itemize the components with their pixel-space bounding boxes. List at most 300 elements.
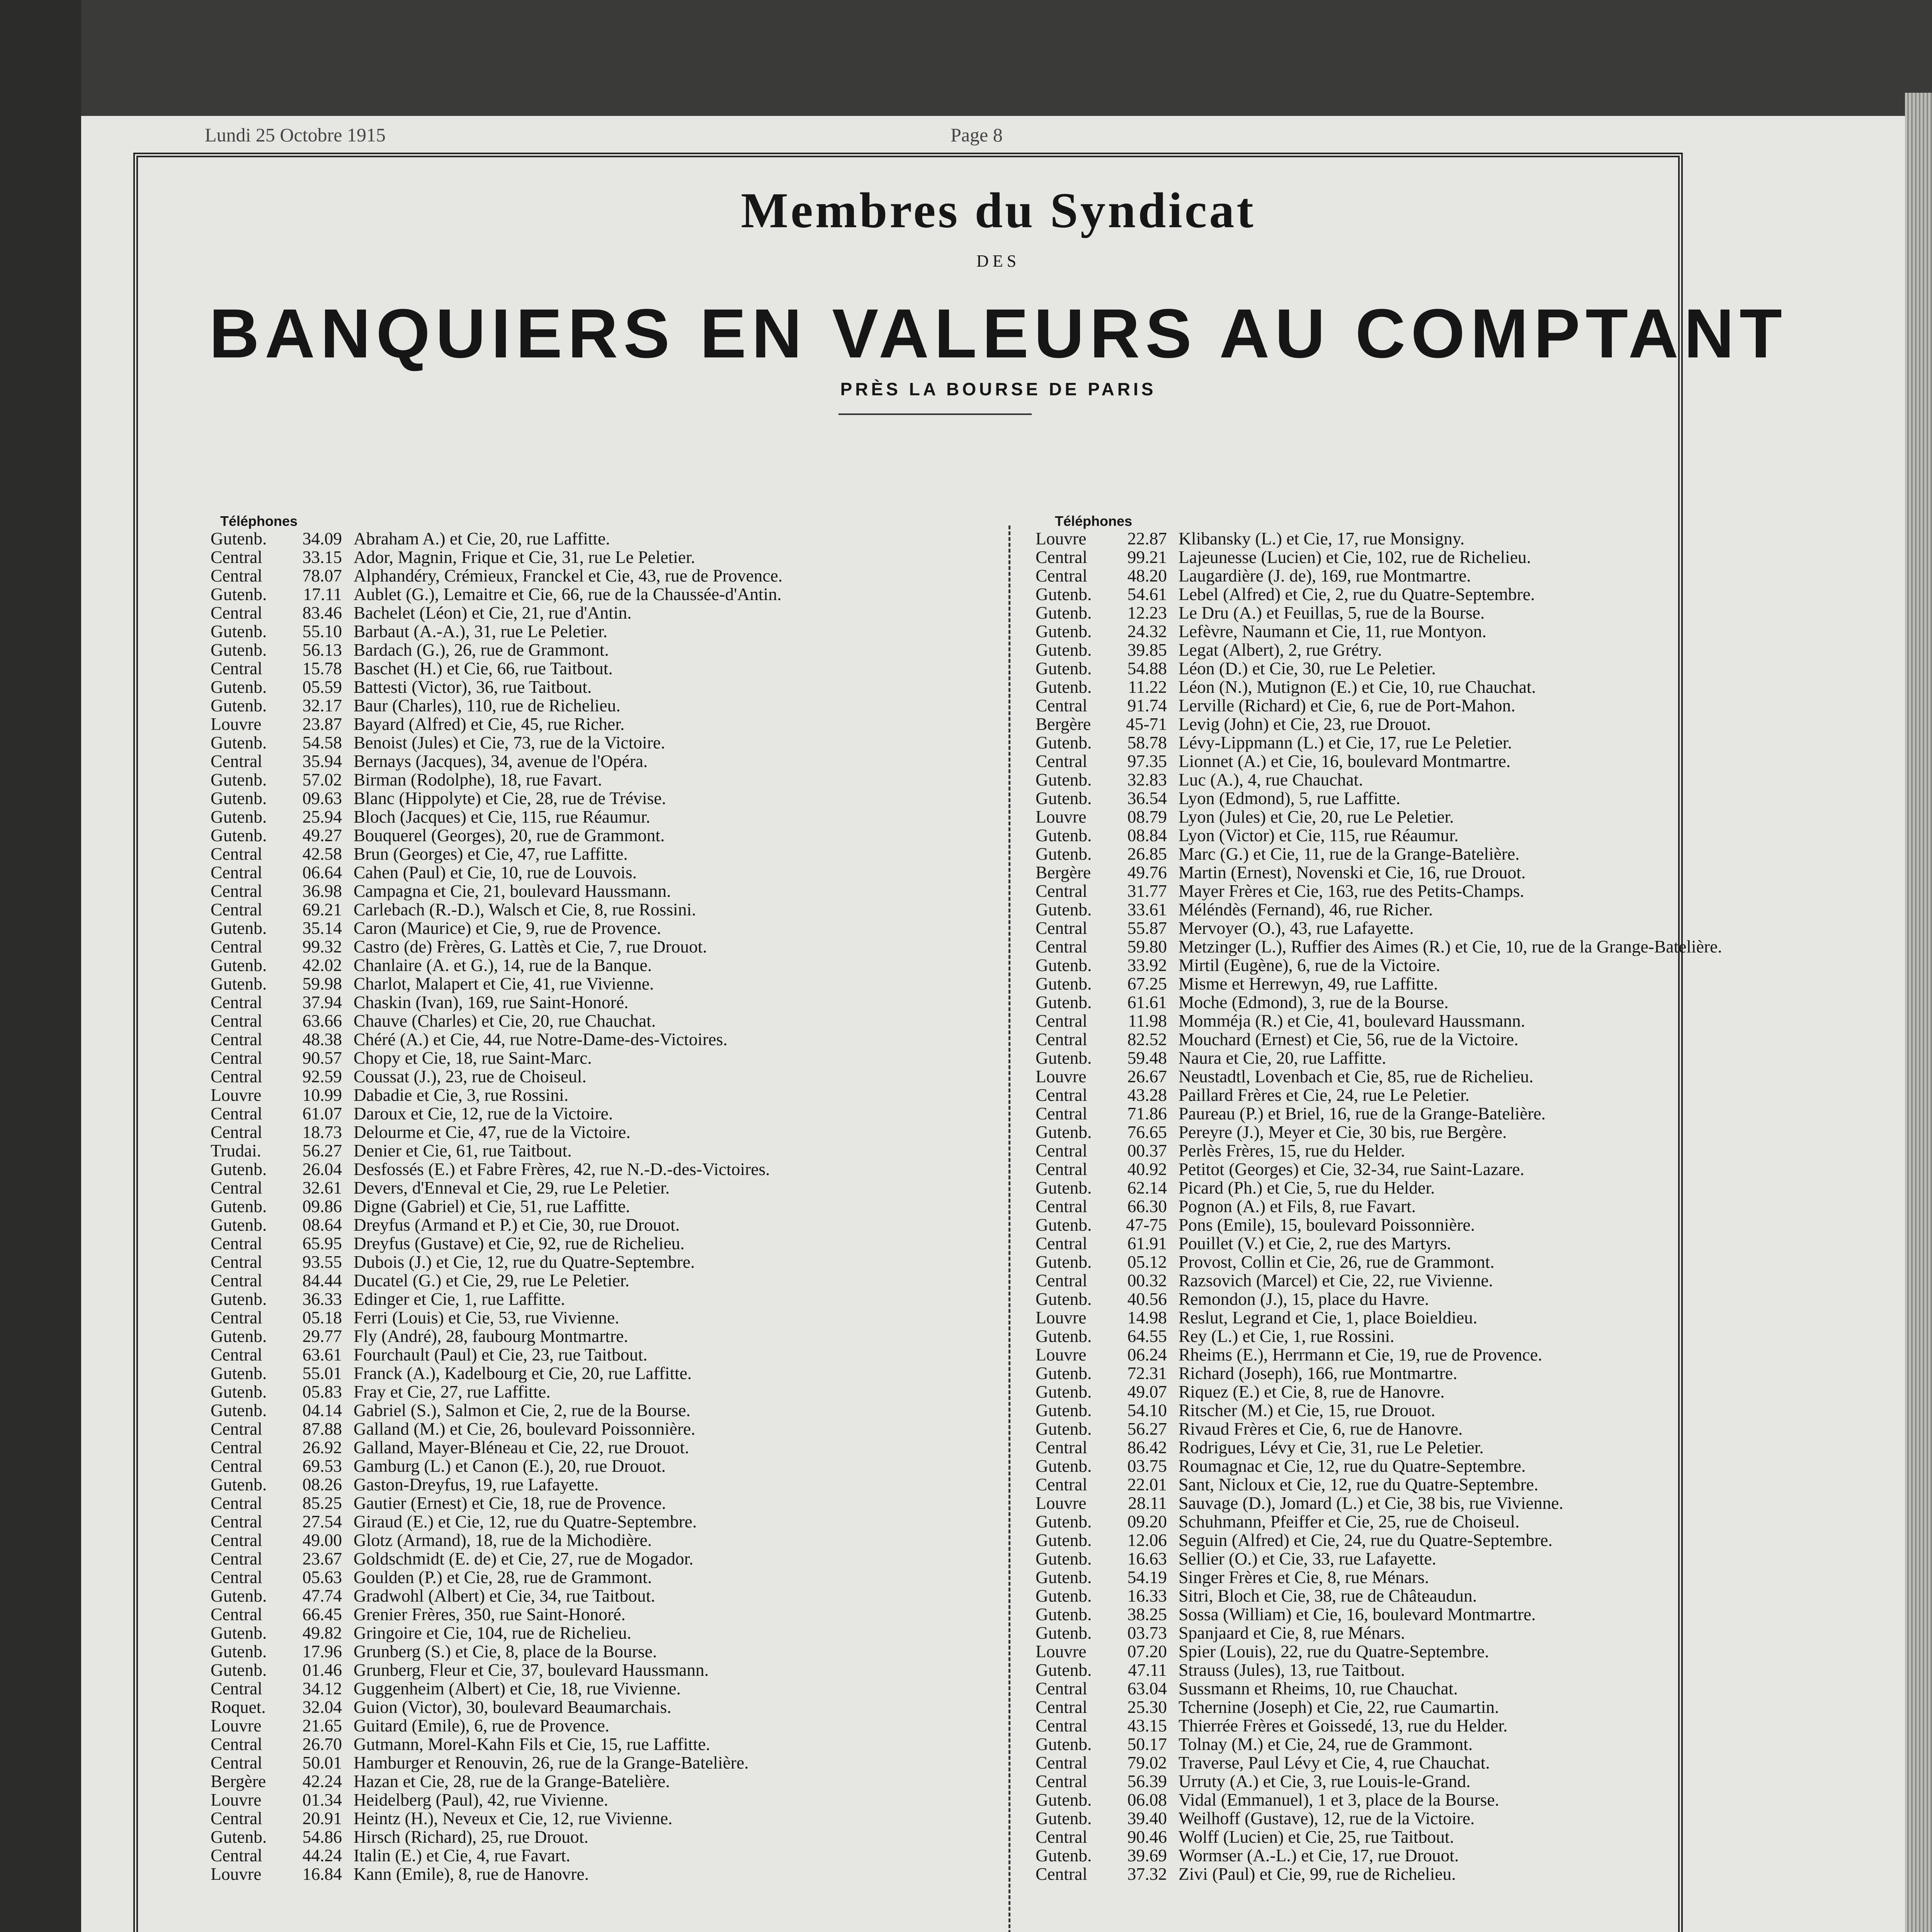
exchange-name: Bergère [211, 1771, 266, 1791]
member-entry: Bouquerel (Georges), 20, rue de Grammont. [354, 826, 665, 845]
member-entry: Levig (John) et Cie, 23, rue Drouot. [1179, 715, 1431, 733]
exchange-name: Louvre [1036, 1066, 1087, 1086]
member-entry: Devers, d'Enneval et Cie, 29, rue Le Peletier. [354, 1179, 670, 1197]
exchange-name: Central [1036, 1827, 1087, 1847]
exchange-name: Gutenb. [1036, 677, 1092, 697]
exchange-name: Gutenb. [1036, 1382, 1092, 1401]
exchange-name: Louvre [1036, 807, 1087, 827]
phone-number: 40.56 [1127, 1289, 1167, 1309]
member-entry: Heidelberg (Paul), 42, rue Vivienne. [354, 1791, 608, 1809]
phone-number: 90.57 [302, 1048, 342, 1068]
member-entry: Ferri (Louis) et Cie, 53, rue Vivienne. [354, 1308, 619, 1327]
phone-number: 08.26 [302, 1475, 342, 1494]
member-entry: Misme et Herrewyn, 49, rue Laffitte. [1179, 975, 1438, 993]
exchange-name: Gutenb. [211, 1586, 267, 1605]
member-row [1036, 529, 1789, 548]
member-row [211, 1679, 968, 1698]
exchange-name: Central [211, 1734, 262, 1754]
member-entry: Petitot (Georges) et Cie, 32-34, rue Saint-Lazare. [1179, 1160, 1524, 1179]
member-entry: Benoist (Jules) et Cie, 73, rue de la Victoire. [354, 733, 665, 752]
member-entry: Picard (Ph.) et Cie, 5, rue du Helder. [1179, 1179, 1435, 1197]
phone-number: 32.04 [302, 1697, 342, 1717]
phone-number: 92.59 [302, 1066, 342, 1086]
member-row [211, 993, 968, 1012]
member-entry: Heintz (H.), Neveux et Cie, 12, rue Vivienne. [354, 1809, 673, 1828]
phone-number: 32.17 [302, 696, 342, 715]
member-row [1036, 882, 1789, 900]
member-entry: Pognon (A.) et Fils, 8, rue Favart. [1179, 1197, 1416, 1216]
exchange-name: Gutenb. [211, 1623, 267, 1643]
member-row [211, 1512, 968, 1531]
exchange-name: Gutenb. [1036, 1567, 1092, 1587]
title-banquiers: BANQUIERS EN VALEURS AU COMPTANT [209, 295, 1787, 372]
member-entry: Zivi (Paul) et Cie, 99, rue de Richelieu. [1179, 1865, 1456, 1883]
member-entry: Chéré (A.) et Cie, 44, rue Notre-Dame-des-Victoires. [354, 1030, 728, 1049]
phone-number: 59.48 [1127, 1048, 1167, 1068]
exchange-name: Gutenb. [1036, 825, 1092, 845]
exchange-name: Central [211, 1567, 262, 1587]
member-entry: Thierrée Frères et Goissedé, 13, rue du Helder. [1179, 1716, 1508, 1735]
member-row [211, 529, 968, 548]
member-entry: Bardach (G.), 26, rue de Grammont. [354, 641, 609, 659]
exchange-name: Central [211, 1066, 262, 1086]
member-entry: Ritscher (M.) et Cie, 15, rue Drouot. [1179, 1401, 1435, 1420]
member-entry: Sussmann et Rheims, 10, rue Chauchat. [1179, 1679, 1458, 1698]
phone-number: 35.14 [302, 918, 342, 938]
member-row [1036, 1846, 1789, 1865]
phone-number: 48.38 [302, 1029, 342, 1049]
member-entry: Razsovich (Marcel) et Cie, 22, rue Vivienne. [1179, 1271, 1493, 1290]
member-row [211, 1104, 968, 1123]
members-list-left [211, 513, 968, 1884]
member-row [211, 1698, 968, 1716]
member-row [211, 789, 968, 808]
member-row [1036, 1587, 1789, 1605]
member-row [1036, 1141, 1789, 1160]
exchange-name: Gutenb. [1036, 1660, 1092, 1680]
phone-number: 03.73 [1127, 1623, 1167, 1643]
member-entry: Ducatel (G.) et Cie, 29, rue Le Peletier. [354, 1271, 629, 1290]
exchange-name: Central [1036, 1753, 1087, 1772]
exchange-name: Gutenb. [1036, 584, 1092, 604]
phone-number: 37.32 [1127, 1864, 1167, 1884]
exchange-name: Trudai. [211, 1141, 262, 1160]
member-entry: Baschet (H.) et Cie, 66, rue Taitbout. [354, 659, 613, 678]
member-row [1036, 1123, 1789, 1141]
exchange-name: Gutenb. [1036, 1326, 1092, 1346]
member-entry: Momméja (R.) et Cie, 41, boulevard Haussmann. [1179, 1012, 1526, 1030]
exchange-name: Gutenb. [211, 918, 267, 938]
member-entry: Sauvage (D.), Jomard (L.) et Cie, 38 bis, rue Vivienne. [1179, 1494, 1563, 1512]
exchange-name: Gutenb. [1036, 1734, 1092, 1754]
member-row [1036, 900, 1789, 919]
phone-number: 33.61 [1127, 900, 1167, 919]
book-spine [0, 0, 81, 1932]
member-entry: Lyon (Edmond), 5, rue Laffitte. [1179, 789, 1401, 808]
member-row [211, 752, 968, 770]
member-row [211, 604, 968, 622]
member-row [211, 770, 968, 789]
phone-number: 05.12 [1127, 1252, 1167, 1272]
phone-number: 61.61 [1127, 992, 1167, 1012]
column-divider [1009, 526, 1010, 1932]
member-row [1036, 1568, 1789, 1587]
phone-number: 54.10 [1127, 1400, 1167, 1420]
exchange-name: Gutenb. [1036, 788, 1092, 808]
exchange-name: Central [211, 1679, 262, 1698]
member-row [1036, 1865, 1789, 1883]
member-row [1036, 641, 1789, 659]
member-row [211, 1457, 968, 1475]
member-row [211, 1494, 968, 1512]
member-row [1036, 1753, 1789, 1772]
member-row [211, 919, 968, 937]
member-row [1036, 1809, 1789, 1828]
member-entry: Denier et Cie, 61, rue Taitbout. [354, 1141, 572, 1160]
member-entry: Paillard Frères et Cie, 24, rue Le Peletier. [1179, 1086, 1470, 1104]
member-row [1036, 1624, 1789, 1642]
phone-number: 90.46 [1127, 1827, 1167, 1847]
member-row [211, 1308, 968, 1327]
phone-number: 62.14 [1127, 1178, 1167, 1197]
phone-number: 01.34 [302, 1790, 342, 1810]
member-row [211, 1197, 968, 1216]
exchange-name: Gutenb. [211, 1196, 267, 1216]
member-row [211, 1865, 968, 1883]
exchange-name: Central [211, 937, 262, 956]
member-entry: Daroux et Cie, 12, rue de la Victoire. [354, 1104, 613, 1123]
phone-number: 22.87 [1127, 529, 1167, 548]
member-row [1036, 919, 1789, 937]
exchange-name: Gutenb. [211, 770, 267, 789]
exchange-name: Central [211, 1808, 262, 1828]
member-row [1036, 1457, 1789, 1475]
exchange-name: Gutenb. [211, 825, 267, 845]
member-entry: Rey (L.) et Cie, 1, rue Rossini. [1179, 1327, 1395, 1345]
member-row [211, 622, 968, 641]
phone-number: 25.94 [302, 807, 342, 827]
phone-number: 05.63 [302, 1567, 342, 1587]
member-row [1036, 1049, 1789, 1067]
member-row [1036, 1735, 1789, 1753]
exchange-name: Gutenb. [1036, 621, 1092, 641]
issue-date: Lundi 25 Octobre 1915 [205, 124, 386, 146]
phone-number: 56.39 [1127, 1771, 1167, 1791]
member-entry: Gutmann, Morel-Kahn Fils et Cie, 15, rue Laffitte. [354, 1735, 710, 1753]
phone-number: 61.91 [1127, 1233, 1167, 1253]
exchange-name: Central [1036, 547, 1087, 567]
phone-number: 06.64 [302, 862, 342, 882]
member-entry: Carlebach (R.-D.), Walsch et Cie, 8, rue Rossini. [354, 900, 696, 919]
phone-number: 32.83 [1127, 770, 1167, 789]
member-entry: Bloch (Jacques) et Cie, 115, rue Réaumur. [354, 808, 650, 826]
exchange-name: Central [1036, 1270, 1087, 1290]
member-entry: Ador, Magnin, Frique et Cie, 31, rue Le Peletier. [354, 548, 695, 566]
exchange-name: Central [211, 1456, 262, 1476]
phone-number: 69.53 [302, 1456, 342, 1476]
exchange-name: Gutenb. [1036, 992, 1092, 1012]
member-entry: Blanc (Hippolyte) et Cie, 28, rue de Trévise. [354, 789, 666, 808]
phone-number: 33.15 [302, 547, 342, 567]
exchange-name: Louvre [211, 1790, 262, 1810]
phone-number: 63.04 [1127, 1679, 1167, 1698]
exchange-name: Gutenb. [1036, 1252, 1092, 1272]
member-entry: Neustadtl, Lovenbach et Cie, 85, rue de Richelieu. [1179, 1067, 1534, 1086]
member-row [1036, 622, 1789, 641]
member-entry: Lyon (Jules) et Cie, 20, rue Le Peletier. [1179, 808, 1454, 826]
exchange-name: Central [211, 1270, 262, 1290]
exchange-name: Gutenb. [1036, 1790, 1092, 1810]
phone-number: 47.11 [1128, 1660, 1167, 1680]
phone-number: 04.14 [302, 1400, 342, 1420]
member-row [211, 659, 968, 678]
phone-number: 54.19 [1127, 1567, 1167, 1587]
member-entry: Lajeunesse (Lucien) et Cie, 102, rue de Richelieu. [1179, 548, 1531, 566]
exchange-name: Central [211, 992, 262, 1012]
member-row [211, 1624, 968, 1642]
phone-number: 49.27 [302, 825, 342, 845]
member-entry: Brun (Georges) et Cie, 47, rue Laffitte. [354, 845, 628, 863]
phone-number: 11.98 [1128, 1011, 1167, 1031]
exchange-name: Gutenb. [1036, 1586, 1092, 1605]
member-entry: Aublet (G.), Lemaitre et Cie, 66, rue de la Chaussée-d'Antin. [354, 585, 782, 604]
exchange-name: Gutenb. [1036, 1419, 1092, 1439]
member-entry: Wolff (Lucien) et Cie, 25, rue Taitbout. [1179, 1828, 1454, 1846]
phone-number: 06.08 [1127, 1790, 1167, 1810]
member-row [1036, 659, 1789, 678]
phone-number: 55.01 [302, 1363, 342, 1383]
phone-number: 22.01 [1127, 1475, 1167, 1494]
phone-number: 78.07 [302, 566, 342, 585]
exchange-name: Gutenb. [211, 788, 267, 808]
member-entry: Seguin (Alfred) et Cie, 24, rue du Quatre-Septembre. [1179, 1531, 1553, 1549]
member-row [211, 937, 968, 956]
exchange-name: Central [1036, 1437, 1087, 1457]
member-row [1036, 1494, 1789, 1512]
phone-number: 34.09 [302, 529, 342, 548]
phone-number: 42.02 [302, 955, 342, 975]
phone-number: 87.88 [302, 1419, 342, 1439]
phone-number: 54.88 [1127, 658, 1167, 678]
phone-number: 14.98 [1127, 1308, 1167, 1327]
member-entry: Léon (N.), Mutignon (E.) et Cie, 10, rue Chauchat. [1179, 678, 1536, 696]
member-row [211, 1735, 968, 1753]
exchange-name: Central [1036, 1029, 1087, 1049]
member-entry: Traverse, Paul Lévy et Cie, 4, rue Chauchat. [1179, 1753, 1490, 1772]
member-entry: Lyon (Victor) et Cie, 115, rue Réaumur. [1179, 826, 1459, 845]
phone-number: 44.24 [302, 1845, 342, 1865]
exchange-name: Gutenb. [1036, 1400, 1092, 1420]
member-row [211, 1846, 968, 1865]
member-row [211, 1828, 968, 1846]
phone-number: 05.59 [302, 677, 342, 697]
exchange-name: Central [1036, 937, 1087, 956]
exchange-name: Gutenb. [1036, 770, 1092, 789]
member-row [211, 548, 968, 566]
exchange-name: Gutenb. [1036, 1363, 1092, 1383]
member-row [1036, 566, 1789, 585]
member-row [1036, 604, 1789, 622]
exchange-name: Gutenb. [211, 1641, 267, 1661]
member-row [1036, 678, 1789, 696]
member-entry: Perlès Frères, 15, rue du Helder. [1179, 1141, 1405, 1160]
member-row [211, 1753, 968, 1772]
exchange-name: Gutenb. [1036, 1623, 1092, 1643]
member-row [211, 1475, 968, 1494]
exchange-name: Gutenb. [211, 640, 267, 660]
member-entry: Chauve (Charles) et Cie, 20, rue Chauchat. [354, 1012, 656, 1030]
member-entry: Dreyfus (Gustave) et Cie, 92, rue de Richelieu. [354, 1234, 685, 1253]
phone-number: 01.46 [302, 1660, 342, 1680]
phone-number: 23.87 [302, 714, 342, 734]
member-entry: Urruty (A.) et Cie, 3, rue Louis-le-Grand. [1179, 1772, 1471, 1791]
exchange-name: Central [211, 603, 262, 622]
member-entry: Chanlaire (A. et G.), 14, rue de la Banque. [354, 956, 652, 975]
member-row [211, 863, 968, 882]
phone-number: 72.31 [1127, 1363, 1167, 1383]
exchange-name: Central [211, 547, 262, 567]
member-entry: Pons (Emile), 15, boulevard Poissonnière. [1179, 1216, 1475, 1234]
member-row [211, 1549, 968, 1568]
member-entry: Luc (A.), 4, rue Chauchat. [1179, 770, 1363, 789]
member-entry: Coussat (J.), 23, rue de Choiseul. [354, 1067, 587, 1086]
member-row [1036, 1716, 1789, 1735]
member-row [1036, 733, 1789, 752]
member-entry: Italin (E.) et Cie, 4, rue Favart. [354, 1846, 570, 1865]
member-entry: Fly (André), 28, faubourg Montmartre. [354, 1327, 628, 1345]
member-row [211, 1234, 968, 1253]
exchange-name: Gutenb. [211, 974, 267, 993]
phone-number: 71.86 [1127, 1104, 1167, 1123]
member-row [211, 678, 968, 696]
phone-number: 10.99 [302, 1085, 342, 1105]
member-entry: Mervoyer (O.), 43, rue Lafayette. [1179, 919, 1414, 937]
member-row [211, 733, 968, 752]
member-row [211, 1030, 968, 1049]
exchange-name: Central [1036, 1159, 1087, 1179]
member-row [1036, 1401, 1789, 1420]
phone-number: 35.94 [302, 751, 342, 771]
phone-number: 56.27 [302, 1141, 342, 1160]
member-entry: Sossa (William) et Cie, 16, boulevard Montmartre. [1179, 1605, 1536, 1624]
member-row [1036, 1661, 1789, 1679]
title-ornament [838, 413, 1032, 420]
phone-number: 39.69 [1127, 1845, 1167, 1865]
member-entry: Klibansky (L.) et Cie, 17, rue Monsigny. [1179, 529, 1465, 548]
exchange-name: Central [211, 658, 262, 678]
exchange-name: Gutenb. [1036, 1549, 1092, 1568]
phone-number: 45-71 [1126, 714, 1167, 734]
member-entry: Lerville (Richard) et Cie, 6, rue de Port-Mahon. [1179, 696, 1515, 715]
exchange-name: Central [1036, 881, 1087, 901]
phone-number: 36.54 [1127, 788, 1167, 808]
phone-number: 36.33 [302, 1289, 342, 1309]
telephone-header: Téléphones [220, 513, 298, 529]
member-entry: Mouchard (Ernest) et Cie, 56, rue de la Victoire. [1179, 1030, 1519, 1049]
member-entry: Martin (Ernest), Novenski et Cie, 16, rue Drouot. [1179, 863, 1526, 882]
exchange-name: Central [211, 1512, 262, 1531]
member-entry: Gaston-Dreyfus, 19, rue Lafayette. [354, 1475, 599, 1494]
member-row [1036, 1216, 1789, 1234]
exchange-name: Bergère [1036, 714, 1091, 734]
member-entry: Léon (D.) et Cie, 30, rue Le Peletier. [1179, 659, 1436, 678]
phone-number: 26.92 [302, 1437, 342, 1457]
phone-number: 61.07 [302, 1104, 342, 1123]
member-entry: Reslut, Legrand et Cie, 1, place Boieldieu. [1179, 1308, 1478, 1327]
member-row [211, 826, 968, 845]
exchange-name: Louvre [1036, 1345, 1087, 1364]
member-row [1036, 1234, 1789, 1253]
exchange-name: Central [211, 1437, 262, 1457]
exchange-name: Gutenb. [1036, 974, 1092, 993]
member-entry: Legat (Albert), 2, rue Grétry. [1179, 641, 1382, 659]
exchange-name: Central [211, 862, 262, 882]
member-row [211, 1216, 968, 1234]
exchange-name: Gutenb. [1036, 640, 1092, 660]
phone-number: 06.24 [1127, 1345, 1167, 1364]
exchange-name: Gutenb. [211, 584, 267, 604]
member-row [1036, 845, 1789, 863]
member-row [211, 715, 968, 733]
phone-number: 57.02 [302, 770, 342, 789]
member-row [1036, 1197, 1789, 1216]
member-entry: Sant, Nicloux et Cie, 12, rue du Quatre-Septembre. [1179, 1475, 1539, 1494]
exchange-name: Central [211, 1178, 262, 1197]
exchange-name: Gutenb. [1036, 733, 1092, 752]
member-entry: Pereyre (J.), Meyer et Cie, 30 bis, rue Bergère. [1179, 1123, 1507, 1141]
exchange-name: Central [211, 1104, 262, 1123]
phone-number: 25.30 [1127, 1697, 1167, 1717]
member-row [1036, 770, 1789, 789]
phone-number: 34.12 [302, 1679, 342, 1698]
member-row [1036, 696, 1789, 715]
member-entry: Bayard (Alfred) et Cie, 45, rue Richer. [354, 715, 625, 733]
member-row [211, 1364, 968, 1383]
phone-number: 97.35 [1127, 751, 1167, 771]
member-entry: Gautier (Ernest) et Cie, 18, rue de Provence. [354, 1494, 666, 1512]
phone-number: 08.64 [302, 1215, 342, 1235]
member-entry: Chopy et Cie, 18, rue Saint-Marc. [354, 1049, 592, 1067]
member-row [211, 1067, 968, 1086]
phone-number: 82.52 [1127, 1029, 1167, 1049]
phone-number: 26.70 [302, 1734, 342, 1754]
member-entry: Tolnay (M.) et Cie, 24, rue de Grammont. [1179, 1735, 1473, 1753]
exchange-name: Gutenb. [1036, 1456, 1092, 1476]
member-entry: Mirtil (Eugène), 6, rue de la Victoire. [1179, 956, 1440, 975]
exchange-name: Louvre [1036, 1493, 1087, 1513]
exchange-name: Central [1036, 1475, 1087, 1494]
member-row [211, 585, 968, 604]
member-entry: Metzinger (L.), Ruffier des Aimes (R.) et Cie, 10, rue de la Grange-Batelière. [1179, 937, 1722, 956]
member-entry: Weilhoff (Gustave), 12, rue de la Victoire. [1179, 1809, 1475, 1828]
member-row [1036, 1791, 1789, 1809]
member-entry: Méléndès (Fernand), 46, rue Richer. [1179, 900, 1433, 919]
exchange-name: Central [1036, 1864, 1087, 1884]
member-row [1036, 585, 1789, 604]
phone-number: 26.67 [1127, 1066, 1167, 1086]
exchange-name: Gutenb. [1036, 1808, 1092, 1828]
exchange-name: Gutenb. [1036, 1604, 1092, 1624]
phone-number: 00.32 [1127, 1270, 1167, 1290]
member-row [211, 1327, 968, 1345]
member-entry: Cahen (Paul) et Cie, 10, rue de Louvois. [354, 863, 637, 882]
member-entry: Charlot, Malapert et Cie, 41, rue Vivienne. [354, 975, 654, 993]
exchange-name: Roquet. [211, 1697, 266, 1717]
phone-number: 40.92 [1127, 1159, 1167, 1179]
member-row [211, 1587, 968, 1605]
exchange-name: Central [1036, 696, 1087, 715]
member-row [1036, 1271, 1789, 1290]
